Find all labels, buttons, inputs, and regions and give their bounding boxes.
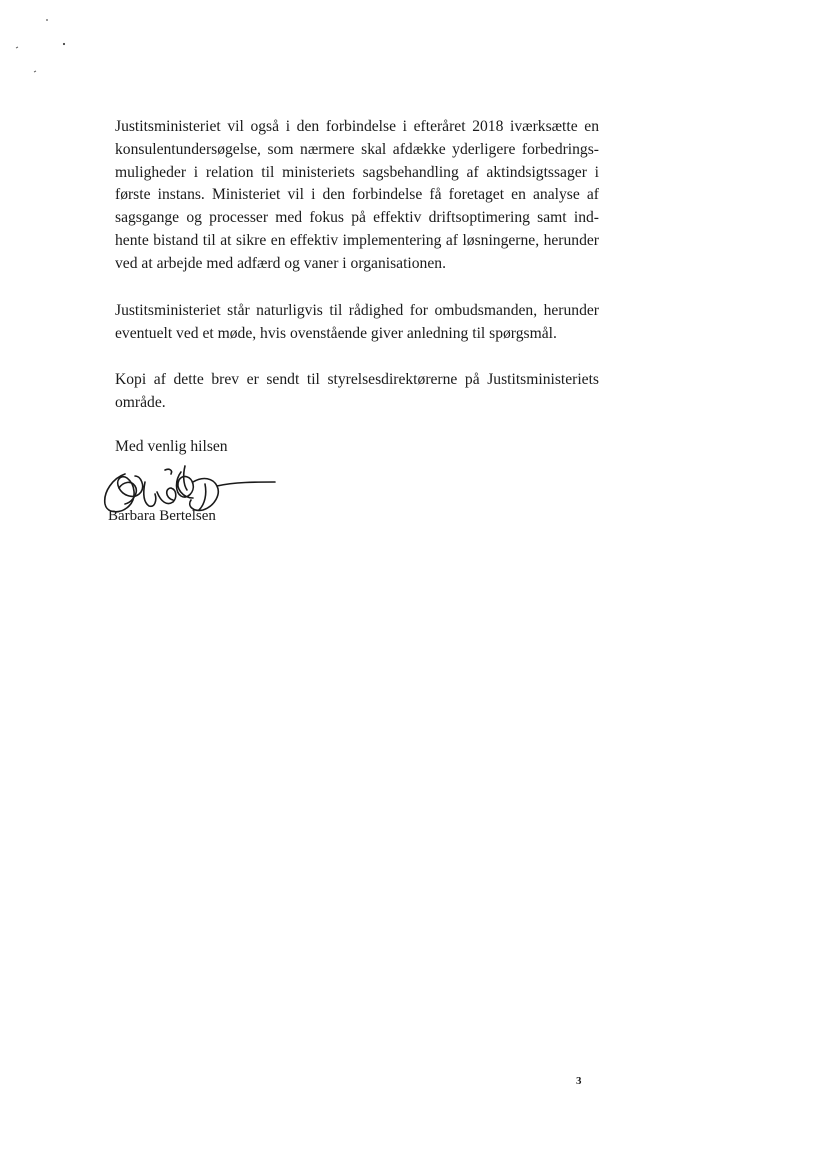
- scan-speck-marks: [0, 0, 90, 90]
- paragraph-line: første instans. Ministeriet vil i den forbindelse få foretaget en analyse af: [115, 186, 599, 204]
- page-number: 3: [576, 1075, 582, 1087]
- paragraph-consulting-study: [115, 116, 599, 276]
- paragraph-line: Justitsministeriet står naturligvis til rådighed for ombudsmanden, herunder: [115, 302, 599, 319]
- closing-salutation: Med venlig hilsen: [115, 438, 228, 455]
- paragraph-copy-notice: [115, 369, 599, 415]
- paragraph-line: muligheder i relation til ministeriets sagsbehandling af aktindsigtssager i: [115, 163, 599, 181]
- handwritten-signature-icon: [95, 462, 285, 530]
- paragraph-line: ved at arbejde med adfærd og vaner i organisationen.: [115, 254, 446, 272]
- signer-name: Barbara Bertelsen: [108, 508, 216, 524]
- paragraph-line: hente bistand til at sikre en effektiv implementering af løsningerne, herunder: [115, 231, 599, 249]
- paragraph-line: Justitsministeriet vil også i den forbindelse i efteråret 2018 iværksætte en: [115, 118, 599, 135]
- paragraph-line: sagsgange og processer med fokus på effektiv driftsoptimering samt ind-: [115, 209, 599, 227]
- paragraph-availability: [115, 300, 599, 346]
- paragraph-line: konsulentundersøgelse, som nærmere skal afdække yderligere forbedrings-: [115, 140, 599, 158]
- paragraph-line: område.: [115, 393, 166, 411]
- paragraph-line: Kopi af dette brev er sendt til styrelsesdirektørerne på Justitsministeriets: [115, 371, 599, 388]
- paragraph-line: eventuelt ved et møde, hvis ovenstående giver anledning til spørgsmål.: [115, 324, 557, 342]
